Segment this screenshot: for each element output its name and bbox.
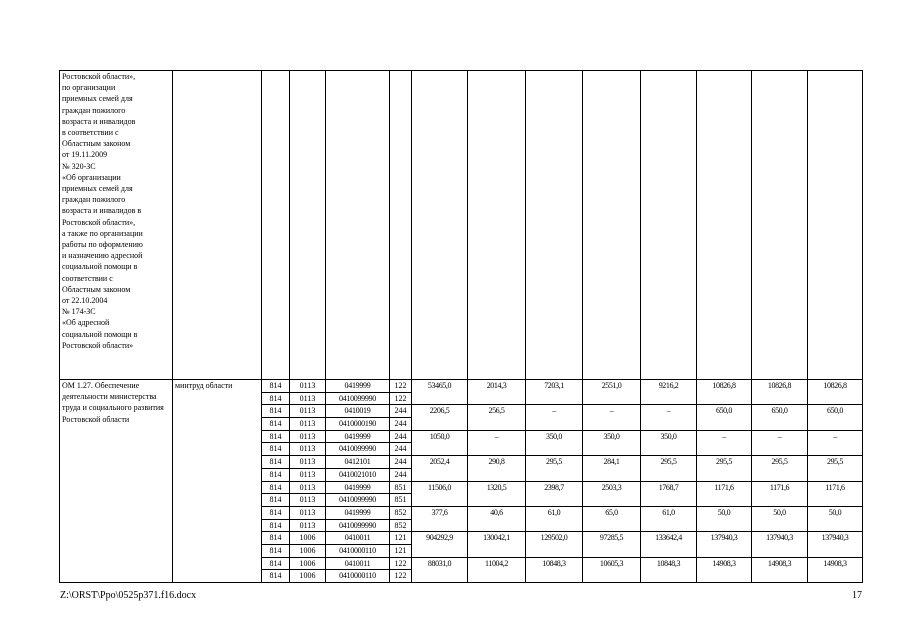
year-value: 40,6 xyxy=(468,506,526,531)
year-value: 61,0 xyxy=(526,506,583,531)
year-value: 1171,6 xyxy=(808,481,863,506)
grbs-code: 814 xyxy=(262,570,290,583)
csr-code: 0410019 xyxy=(326,405,390,418)
total-value: 2052,4 xyxy=(412,456,468,481)
total-value: 377,6 xyxy=(412,506,468,531)
csr-code: 0410011 xyxy=(326,557,390,570)
grbs-code: 814 xyxy=(262,456,290,469)
year-value: 50,0 xyxy=(752,506,808,531)
rzpr-code: 1006 xyxy=(290,557,326,570)
year-value: – xyxy=(468,430,526,455)
year-value: 2398,7 xyxy=(526,481,583,506)
total-value: 2206,5 xyxy=(412,405,468,430)
year-value: 10848,3 xyxy=(641,557,697,582)
rzpr-code: 0113 xyxy=(290,418,326,431)
grbs-code: 814 xyxy=(262,443,290,456)
total-value: 11506,0 xyxy=(412,481,468,506)
description-text: Ростовской области», по организации приемных семей для граждан пожилого возраста и инвалидов в соответствии с Областным законом от 19.11.2009 № 320-ЗС «Об организации приемных семей для граждан пожилого возраста и инвалидов в Ростовской области», а также по организации работы по оформлению и назначению адресной социальной помощи в соответствии с Областным законом от 22.10.2004 № 174-ЗС «Об адресной социальной помощи в Ростовской области» xyxy=(62,72,143,350)
year-value: 256,5 xyxy=(468,405,526,430)
year-value: 350,0 xyxy=(641,430,697,455)
rzpr-code: 0113 xyxy=(290,405,326,418)
csr-code: 0410021010 xyxy=(326,468,390,481)
year-value: 650,0 xyxy=(808,405,863,430)
measure-name: ОМ 1.27. Обеспечение деятельности министерства труда и социального развития Ростовской области xyxy=(60,380,173,583)
year-value: 650,0 xyxy=(697,405,752,430)
rzpr-code: 0113 xyxy=(290,456,326,469)
year-value: 284,1 xyxy=(583,456,641,481)
year-value: 2551,0 xyxy=(583,380,641,405)
year-value: 129502,0 xyxy=(526,532,583,557)
csr-code: 0410099990 xyxy=(326,392,390,405)
year-value: – xyxy=(697,430,752,455)
year-value: 295,5 xyxy=(808,456,863,481)
year-value: 97285,5 xyxy=(583,532,641,557)
footer-file-path: Z:\ORST\Ppo\0525p371.f16.docx xyxy=(60,590,197,601)
vr-code: 244 xyxy=(390,430,412,443)
year-value: 11004,2 xyxy=(468,557,526,582)
csr-code: 0410099990 xyxy=(326,443,390,456)
vr-code: 244 xyxy=(390,443,412,456)
table-row xyxy=(60,71,863,380)
year-value: 10826,8 xyxy=(752,380,808,405)
vr-code: 121 xyxy=(390,532,412,545)
year-value: – xyxy=(752,430,808,455)
year-value: 137940,3 xyxy=(808,532,863,557)
year-value: 14908,3 xyxy=(808,557,863,582)
grbs-code: 814 xyxy=(262,519,290,532)
csr-code: 0419999 xyxy=(326,506,390,519)
csr-code: 0410000110 xyxy=(326,570,390,583)
vr-code: 852 xyxy=(390,506,412,519)
measure-description-continuation xyxy=(60,71,173,380)
total-value: 904292,9 xyxy=(412,532,468,557)
rzpr-code: 0113 xyxy=(290,430,326,443)
year-value: 350,0 xyxy=(526,430,583,455)
csr-code: 0410000190 xyxy=(326,418,390,431)
rzpr-code: 1006 xyxy=(290,532,326,545)
year-value: 50,0 xyxy=(697,506,752,531)
rzpr-code: 0113 xyxy=(290,443,326,456)
year-value: 61,0 xyxy=(641,506,697,531)
rzpr-code: 1006 xyxy=(290,570,326,583)
vr-code: 122 xyxy=(390,570,412,583)
rzpr-code: 0113 xyxy=(290,519,326,532)
rzpr-code: 0113 xyxy=(290,494,326,507)
csr-code: 0410000110 xyxy=(326,544,390,557)
year-value: 350,0 xyxy=(583,430,641,455)
total-value: 53465,0 xyxy=(412,380,468,405)
year-value: 10826,8 xyxy=(697,380,752,405)
year-value: 2014,3 xyxy=(468,380,526,405)
vr-code: 122 xyxy=(390,380,412,393)
year-value: 295,5 xyxy=(752,456,808,481)
rzpr-code: 1006 xyxy=(290,544,326,557)
csr-code: 0419999 xyxy=(326,481,390,494)
year-value: 2503,3 xyxy=(583,481,641,506)
year-value: 1320,5 xyxy=(468,481,526,506)
grbs-code: 814 xyxy=(262,481,290,494)
csr-code: 0410099990 xyxy=(326,494,390,507)
vr-code: 122 xyxy=(390,392,412,405)
total-value: 88031,0 xyxy=(412,557,468,582)
grbs-code: 814 xyxy=(262,405,290,418)
vr-code: 851 xyxy=(390,494,412,507)
grbs-code: 814 xyxy=(262,494,290,507)
csr-code: 0419999 xyxy=(326,380,390,393)
year-value: 7203,1 xyxy=(526,380,583,405)
year-value: 295,5 xyxy=(526,456,583,481)
total-value: 1050,0 xyxy=(412,430,468,455)
year-value: 137940,3 xyxy=(697,532,752,557)
year-value: 65,0 xyxy=(583,506,641,531)
year-value: 295,5 xyxy=(697,456,752,481)
vr-code: 244 xyxy=(390,418,412,431)
rzpr-code: 0113 xyxy=(290,392,326,405)
rzpr-code: 0113 xyxy=(290,380,326,393)
grbs-code: 814 xyxy=(262,468,290,481)
grbs-code: 814 xyxy=(262,532,290,545)
year-value: 650,0 xyxy=(752,405,808,430)
year-value: – xyxy=(641,405,697,430)
grbs-code: 814 xyxy=(262,506,290,519)
executor-name: минтруд области xyxy=(173,380,262,583)
vr-code: 244 xyxy=(390,456,412,469)
grbs-code: 814 xyxy=(262,380,290,393)
year-value: – xyxy=(526,405,583,430)
vr-code: 244 xyxy=(390,405,412,418)
year-value: 290,8 xyxy=(468,456,526,481)
csr-code: 0419999 xyxy=(326,430,390,443)
year-value: 295,5 xyxy=(641,456,697,481)
csr-code: 0412101 xyxy=(326,456,390,469)
year-value: – xyxy=(808,430,863,455)
grbs-code: 814 xyxy=(262,430,290,443)
grbs-code: 814 xyxy=(262,392,290,405)
year-value: 1171,6 xyxy=(752,481,808,506)
rzpr-code: 0113 xyxy=(290,481,326,494)
year-value: 10826,8 xyxy=(808,380,863,405)
year-value: 137940,3 xyxy=(752,532,808,557)
footer-page-number: 17 xyxy=(852,590,862,601)
vr-code: 851 xyxy=(390,481,412,494)
year-value: 1768,7 xyxy=(641,481,697,506)
vr-code: 122 xyxy=(390,557,412,570)
year-value: 133642,4 xyxy=(641,532,697,557)
year-value: 1171,6 xyxy=(697,481,752,506)
rzpr-code: 0113 xyxy=(290,468,326,481)
year-value: 10848,3 xyxy=(526,557,583,582)
csr-code: 0410011 xyxy=(326,532,390,545)
grbs-code: 814 xyxy=(262,557,290,570)
csr-code: 0410099990 xyxy=(326,519,390,532)
vr-code: 852 xyxy=(390,519,412,532)
table-body xyxy=(60,71,863,583)
budget-table xyxy=(59,70,863,583)
grbs-code: 814 xyxy=(262,418,290,431)
grbs-code: 814 xyxy=(262,544,290,557)
year-value: 9216,2 xyxy=(641,380,697,405)
vr-code: 244 xyxy=(390,468,412,481)
year-value: 50,0 xyxy=(808,506,863,531)
year-value: 10605,3 xyxy=(583,557,641,582)
year-value: – xyxy=(583,405,641,430)
rzpr-code: 0113 xyxy=(290,506,326,519)
table-row xyxy=(60,380,863,393)
year-value: 130042,1 xyxy=(468,532,526,557)
vr-code: 121 xyxy=(390,544,412,557)
year-value: 14908,3 xyxy=(697,557,752,582)
year-value: 14908,3 xyxy=(752,557,808,582)
